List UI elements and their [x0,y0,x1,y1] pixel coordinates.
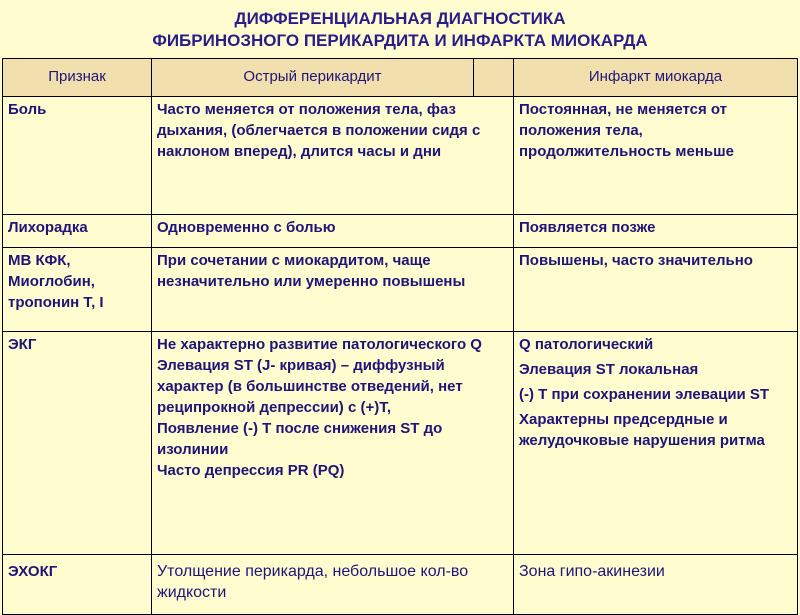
title-line-1: ДИФФЕРЕНЦИАЛЬНАЯ ДИАГНОСТИКА [234,9,566,28]
cell-pericarditis [152,332,514,555]
cell-pericarditis: Утолщение перикарда, небольшое кол-во жидкости [152,555,514,615]
cell-sign: МВ КФК, Миоглобин, тропонин Т, I [3,248,152,332]
table-row-echo [3,555,798,615]
table-row-fever [3,215,798,248]
page-title [0,8,800,52]
diagnosis-table [2,58,798,615]
table-row-ecg [3,332,798,555]
ecg-infarction-line: Элевация ST локальная [519,361,699,378]
cell-infarction: Появляется позже [514,215,798,248]
cell-sign: ЭХОКГ [3,555,152,615]
ecg-pericarditis-line: Появление (-) Т после снижения ST до изолинии [157,420,443,458]
cell-sign: ЭКГ [3,332,152,555]
cell-infarction: Зона гипо-акинезии [514,555,798,615]
ecg-infarction-line: Q патологический [519,336,654,353]
cell-infarction: Постоянная, не меняется от положения тела, продолжительность меньше [514,97,798,215]
table-row-markers [3,248,798,332]
cell-pericarditis: Одновременно с болью [152,215,514,248]
header-sign: Признак [3,59,152,97]
cell-sign: Боль [3,97,152,215]
cell-pericarditis: Часто меняется от положения тела, фаз дыхания, (облегчается в положении сидя с наклоном вперед), длится часы и дни [152,97,514,215]
cell-infarction: Повышены, часто значительно [514,248,798,332]
header-infarction: Инфаркт миокарда [514,59,798,97]
ecg-infarction-line: Характерны предсердные и желудочковые нарушения ритма [519,411,765,449]
title-line-2: ФИБРИНОЗНОГО ПЕРИКАРДИТА И ИНФАРКТА МИОКАРДА [152,31,648,50]
table-row-pain [3,97,798,215]
table-header-row [3,59,798,97]
ecg-infarction-line: (-) Т при сохранении элевации ST [519,386,770,403]
ecg-pericarditis-line: Элевация ST (J- кривая) – диффузный характер (в большинстве отведений, нет реципрокной депрессии) с (+)Т, [157,357,463,416]
ecg-pericarditis-line: Не характерно развитие патологического Q [157,336,482,353]
cell-infarction [514,332,798,555]
cell-sign: Лихорадка [3,215,152,248]
header-pericarditis: Острый перикардит [152,59,474,97]
ecg-pericarditis-line: Часто депрессия PR (PQ) [157,462,345,479]
cell-pericarditis: При сочетании с миокардитом, чаще незначительно или умеренно повышены [152,248,514,332]
header-empty-cell [474,59,514,97]
